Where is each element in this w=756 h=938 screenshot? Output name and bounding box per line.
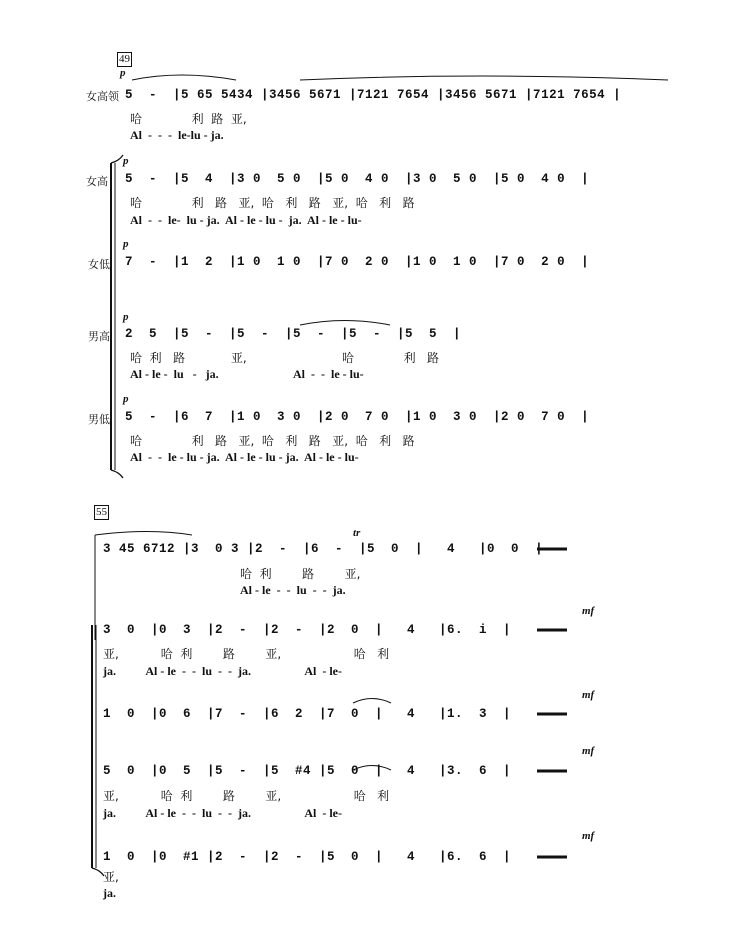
- notation-line: 5 - |5 4 |3 0 5 0 |5 0 4 0 |3 0 5 0 |5 0 4 0 |: [125, 172, 590, 186]
- part-label: 男低: [88, 413, 110, 426]
- notation-line: 2 5 |5 - |5 - |5 - |5 - |5 5 |: [125, 327, 462, 341]
- lyrics-english: Al - le - lu - ja. Al - - le - lu-: [130, 367, 364, 381]
- lyrics-chinese: 哈 利 路 亚, 哈 利 路: [130, 351, 440, 365]
- lyrics-english: Al - - le- lu - ja. Al - le - lu - ja. Al - le - lu-: [130, 213, 362, 227]
- lyrics-chinese: 亚, 哈 利 路 亚, 哈 利: [103, 647, 390, 661]
- dynamic-mark: p: [123, 155, 129, 167]
- dynamic-mark: p: [123, 393, 129, 405]
- lyrics-chinese: 亚,: [103, 870, 119, 884]
- lyrics-chinese: 哈 利 路 亚, 哈 利 路 亚, 哈 利 路: [130, 434, 415, 448]
- lyrics-english: Al - - le - lu - ja. Al - le - lu - ja. Al - le - lu-: [130, 450, 359, 464]
- lyrics-english: Al - - - le-lu - ja.: [130, 128, 224, 142]
- notation-line: 5 - |5 65 5434 |3456 5671 |7121 7654 |3456 5671 |7121 7654 |: [125, 88, 622, 102]
- lyrics-chinese: 哈 利 路 亚,: [240, 567, 361, 581]
- part-label: 男高: [88, 330, 110, 343]
- notation-line: 3 45 6712 |3 0 3 |2 - |6 - |5 0 | 4 |0 0 |: [103, 542, 544, 556]
- notation-line: 5 - |6 7 |1 0 3 0 |2 0 7 0 |1 0 3 0 |2 0 7 0 |: [125, 410, 590, 424]
- lyrics-english: ja. Al - le - - lu - - ja. Al - le-: [103, 664, 342, 678]
- notation-line: 1 0 |0 #1 |2 - |2 - |5 0 | 4 |6. 6 |: [103, 850, 512, 864]
- dynamic-mark: p: [120, 67, 126, 79]
- dynamic-mark: mf: [582, 745, 595, 757]
- dynamic-mark: p: [123, 311, 129, 323]
- rehearsal-mark: 55: [96, 506, 107, 518]
- notation-line: 5 0 |0 5 |5 - |5 #4 |5 0 | 4 |3. 6 |: [103, 764, 512, 778]
- lyrics-chinese: 亚, 哈 利 路 亚, 哈 利: [103, 789, 390, 803]
- lyrics-english: ja.: [103, 886, 116, 900]
- lyrics-chinese: 哈 利 路 亚, 哈 利 路 亚, 哈 利 路: [130, 196, 415, 210]
- part-label: 女高: [86, 175, 108, 188]
- lyrics-english: Al - le - - lu - - ja.: [240, 583, 346, 597]
- rehearsal-mark: 49: [119, 53, 130, 65]
- notation-line: 1 0 |0 6 |7 - |6 2 |7 0 | 4 |1. 3 |: [103, 707, 512, 721]
- dynamic-mark: p: [123, 238, 129, 250]
- dynamic-mark: mf: [582, 830, 595, 842]
- dynamic-mark: mf: [582, 689, 595, 701]
- notation-line: 7 - |1 2 |1 0 1 0 |7 0 2 0 |1 0 1 0 |7 0 2 0 |: [125, 255, 590, 269]
- part-label: 女低: [88, 258, 110, 271]
- lyrics-english: ja. Al - le - - lu - - ja. Al - le-: [103, 806, 342, 820]
- notation-line: 3 0 |0 3 |2 - |2 - |2 0 | 4 |6. i |: [103, 623, 512, 637]
- dynamic-mark: mf: [582, 605, 595, 617]
- part-label: 女高领: [86, 90, 119, 103]
- trill-mark: tr: [353, 527, 361, 539]
- lyrics-chinese: 哈 利 路 亚,: [130, 112, 247, 126]
